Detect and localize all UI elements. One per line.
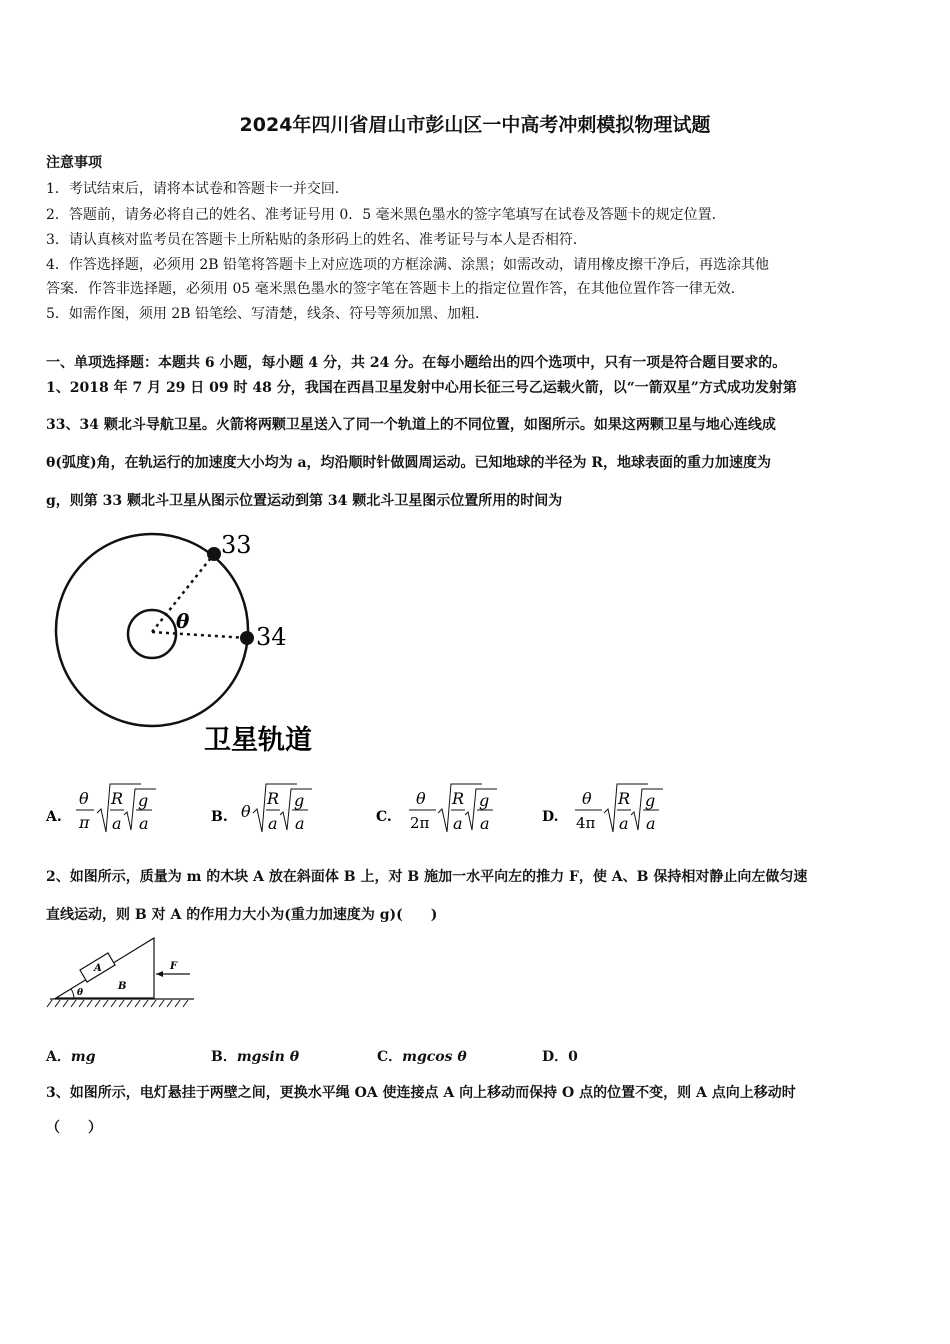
svg-text:a: a	[268, 814, 278, 833]
svg-text:R: R	[618, 789, 631, 808]
page-title: 2024年四川省眉山市彭山区一中高考冲刺模拟物理试题	[239, 114, 711, 136]
svg-text:F: F	[170, 961, 178, 972]
radius-line-34	[152, 632, 247, 638]
section-heading: 一、单项选择题：本题共 6 小题，每小题 4 分，共 24 分。在每小题给出的四个选项中，只有一项是符合题目要求的。	[46, 355, 787, 371]
satellite-34-label: 34	[256, 623, 287, 651]
svg-text:θ: θ	[582, 789, 592, 808]
svg-text:C.: C.	[376, 809, 392, 825]
satellite-33-dot	[207, 547, 221, 561]
option-d[interactable]	[542, 780, 702, 840]
angle-theta-label: θ	[176, 609, 190, 633]
option-c[interactable]: C．mgcos θ	[377, 1049, 467, 1065]
q1-text-line: θ(弧度)角，在轨运行的加速度大小均为 a，均沿顺时针做圆周运动。已知地球的半径为 R，地球表面的重力加速度为	[46, 455, 772, 471]
svg-text:θ: θ	[79, 789, 89, 808]
notice-item: 1．考试结束后，请将本试卷和答题卡一并交回．	[46, 181, 349, 197]
svg-text:a: a	[139, 814, 149, 833]
orbit-figure	[40, 528, 340, 758]
notice-item: 2．答题前，请务必将自己的姓名、准考证号用 0．5 毫米黑色墨水的签字笔填写在试卷及答题卡的规定位置．	[46, 207, 726, 223]
q2-text-line: 2、如图所示，质量为 m 的木块 A 放在斜面体 B 上，对 B 施加一水平向左的推力 F，使 A、B 保持相对静止向左做匀速	[46, 869, 808, 885]
q1-text-line: 33、34 颗北斗导航卫星。火箭将两颗卫星送入了同一个轨道上的不同位置，如图所示。如果这两颗卫星与地心连线成	[46, 417, 776, 433]
svg-text:θ: θ	[77, 988, 84, 998]
svg-text:a: a	[295, 814, 305, 833]
notice-item: 3．请认真核对监考员在答题卡上所粘贴的条形码上的姓名、准考证号与本人是否相符．	[46, 232, 587, 248]
svg-text:a: a	[453, 814, 463, 833]
option-b[interactable]	[211, 780, 361, 840]
svg-text:D.: D.	[542, 809, 559, 825]
svg-text:R: R	[111, 789, 124, 808]
q3-text-line: 3、如图所示，电灯悬挂于两壁之间，更换水平绳 OA 使连接点 A 向上移动而保持 O 点的位置不变，则 A 点向上移动时	[46, 1085, 796, 1101]
svg-text:A.: A.	[46, 809, 62, 825]
svg-text:g: g	[294, 791, 305, 810]
svg-text:a: a	[619, 814, 629, 833]
svg-text:g: g	[138, 791, 149, 810]
q1-text-line: 1、2018 年 7 月 29 日 09 时 48 分，我国在西昌卫星发射中心用长征三号乙运载火箭，以“一箭双星”方式成功发射第	[46, 380, 797, 396]
incline-figure	[44, 934, 204, 1014]
q2-text-line: 直线运动，则 B 对 A 的作用力大小为(重力加速度为 g)( )	[46, 907, 438, 923]
svg-text:R: R	[267, 789, 280, 808]
q1-text-line: g，则第 33 颗北斗卫星从图示位置运动到第 34 颗北斗卫星图示位置所用的时间为	[46, 493, 563, 509]
svg-text:4π: 4π	[576, 814, 596, 832]
q3-text-line: （ ）	[46, 1120, 102, 1136]
option-b[interactable]: B．mgsin θ	[211, 1049, 300, 1065]
svg-text:a: a	[480, 814, 490, 833]
svg-text:θ: θ	[416, 789, 426, 808]
svg-text:a: a	[646, 814, 656, 833]
option-d[interactable]: D．0	[542, 1049, 578, 1065]
option-a[interactable]: A．mg	[46, 1049, 96, 1065]
svg-text:R: R	[452, 789, 465, 808]
notice-item: 5．如需作图，须用 2B 铅笔绘、写清楚，线条、符号等须加黑、加粗．	[46, 306, 490, 322]
satellite-33-label: 33	[221, 531, 252, 559]
notice-item: 4．作答选择题，必须用 2B 铅笔将答题卡上对应选项的方框涂满、涂黑；如需改动，请用橡皮擦干净后，再选涂其他	[46, 257, 769, 273]
svg-text:B: B	[118, 981, 127, 992]
svg-text:g: g	[645, 791, 656, 810]
svg-text:g: g	[479, 791, 490, 810]
svg-text:π: π	[79, 813, 90, 832]
notice-item: 答案．作答非选择题，必须用 05 毫米黑色墨水的签字笔在答题卡上的指定位置作答，在其他位置作答一律无效．	[46, 281, 745, 297]
option-a[interactable]	[46, 780, 196, 840]
svg-text:θ: θ	[241, 802, 251, 821]
svg-text:A: A	[94, 963, 102, 974]
svg-text:B.: B.	[211, 809, 228, 825]
q1-options	[46, 780, 926, 840]
figure-caption: 卫星轨道	[204, 725, 312, 756]
notice-heading: 注意事项	[46, 155, 102, 171]
satellite-34-dot	[240, 631, 254, 645]
svg-text:2π: 2π	[410, 814, 430, 832]
option-c[interactable]	[376, 780, 536, 840]
svg-text:a: a	[112, 814, 122, 833]
